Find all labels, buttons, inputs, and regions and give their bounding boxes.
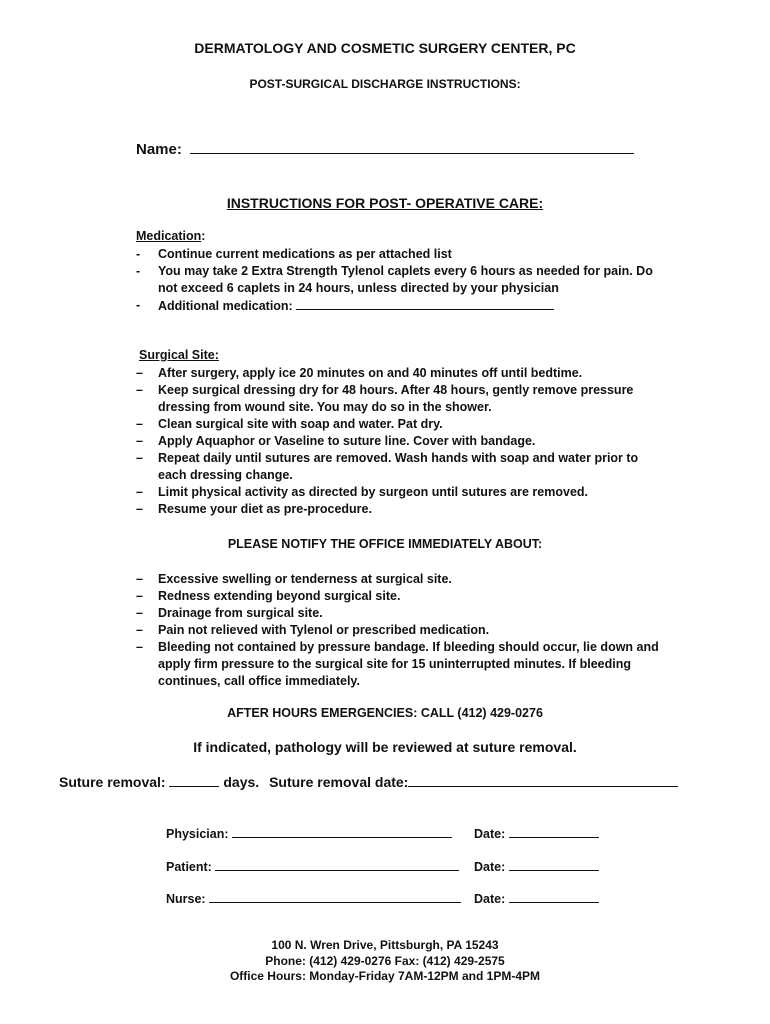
nurse-date-row (474, 890, 599, 906)
physician-label: Physician: (166, 827, 229, 841)
patient-date-field[interactable] (509, 858, 599, 871)
physician-date-field[interactable] (509, 825, 599, 838)
footer-hours: Office Hours: Monday-Friday 7AM-12PM and 1PM-4PM (229, 969, 541, 983)
patient-field[interactable] (215, 858, 459, 871)
list-item: – Excessive swelling or tenderness at surgical site. (136, 572, 452, 586)
date-label: Date: (474, 860, 506, 874)
physician-date-row (474, 825, 599, 841)
medication-list (136, 246, 666, 315)
physician-signature-row (166, 825, 452, 841)
footer-phone-fax: Phone: (412) 429-0276 Fax: (412) 429-2575 (265, 954, 505, 968)
patient-label: Patient: (166, 860, 212, 874)
name-row (136, 141, 634, 158)
care-heading: INSTRUCTIONS FOR POST- OPERATIVE CARE: (226, 195, 544, 211)
notify-heading: PLEASE NOTIFY THE OFFICE IMMEDIATELY ABOUT: (227, 537, 543, 551)
suture-date-field[interactable] (408, 774, 678, 787)
surgical-site-heading: Surgical Site: (139, 348, 219, 362)
suture-date-label: Suture removal date: (269, 774, 409, 790)
name-label: Name: (136, 141, 182, 158)
date-label: Date: (474, 892, 506, 906)
list-item: - Additional medication: (136, 297, 666, 315)
suture-days-field[interactable] (169, 774, 219, 787)
document-title: POST-SURGICAL DISCHARGE INSTRUCTIONS: (249, 77, 521, 91)
patient-signature-row (166, 858, 459, 874)
list-item: – Keep surgical dressing dry for 48 hours. After 48 hours, gently remove pressure dressing from wound site. You may do so in the shower. (136, 383, 634, 414)
name-field[interactable] (190, 141, 634, 154)
nurse-signature-row (166, 890, 461, 906)
list-item: – Apply Aquaphor or Vaseline to suture line. Cover with bandage. (136, 434, 536, 448)
notify-list (136, 571, 666, 690)
emergency-line: AFTER HOURS EMERGENCIES: CALL (412) 429-0276 (227, 706, 543, 720)
list-item: – Clean surgical site with soap and water. Pat dry. (136, 417, 443, 431)
suture-removal-label: Suture removal: (59, 774, 166, 790)
date-label: Date: (474, 827, 506, 841)
list-item: - You may take 2 Extra Strength Tylenol caplets every 6 hours as needed for pain. Do not exceed 6 caplets in 24 hours, unless directed by your physician (136, 264, 653, 295)
list-item: – Limit physical activity as directed by surgeon until sutures are removed. (136, 485, 588, 499)
list-item: – Drainage from surgical site. (136, 606, 323, 620)
surgical-site-list (136, 365, 666, 518)
list-item: – Bleeding not contained by pressure bandage. If bleeding should occur, lie down and apply firm pressure to the surgical site for 15 uninterrupted minutes. If bleeding continues, call office immediately. (136, 640, 659, 688)
clinic-name: DERMATOLOGY AND COSMETIC SURGERY CENTER, PC (194, 40, 576, 56)
footer-address: 100 N. Wren Drive, Pittsburgh, PA 15243 (271, 938, 499, 952)
medication-heading: Medication: (136, 229, 206, 243)
nurse-label: Nurse: (166, 892, 206, 906)
list-item: – Resume your diet as pre-procedure. (136, 502, 372, 516)
list-item: – After surgery, apply ice 20 minutes on and 40 minutes off until bedtime. (136, 366, 583, 380)
patient-date-row (474, 858, 599, 874)
list-item: - Continue current medications as per attached list (136, 247, 452, 261)
nurse-date-field[interactable] (509, 890, 599, 903)
list-item: – Pain not relieved with Tylenol or prescribed medication. (136, 623, 490, 637)
physician-field[interactable] (232, 825, 452, 838)
list-item: – Redness extending beyond surgical site. (136, 589, 401, 603)
additional-medication-field[interactable] (296, 297, 554, 310)
list-item: – Repeat daily until sutures are removed. Wash hands with soap and water prior to each dressing change. (136, 451, 639, 482)
pathology-note: If indicated, pathology will be reviewed at suture removal. (193, 739, 577, 755)
suture-days-label: days. (223, 774, 260, 790)
suture-removal-row (59, 774, 678, 790)
nurse-field[interactable] (209, 890, 461, 903)
